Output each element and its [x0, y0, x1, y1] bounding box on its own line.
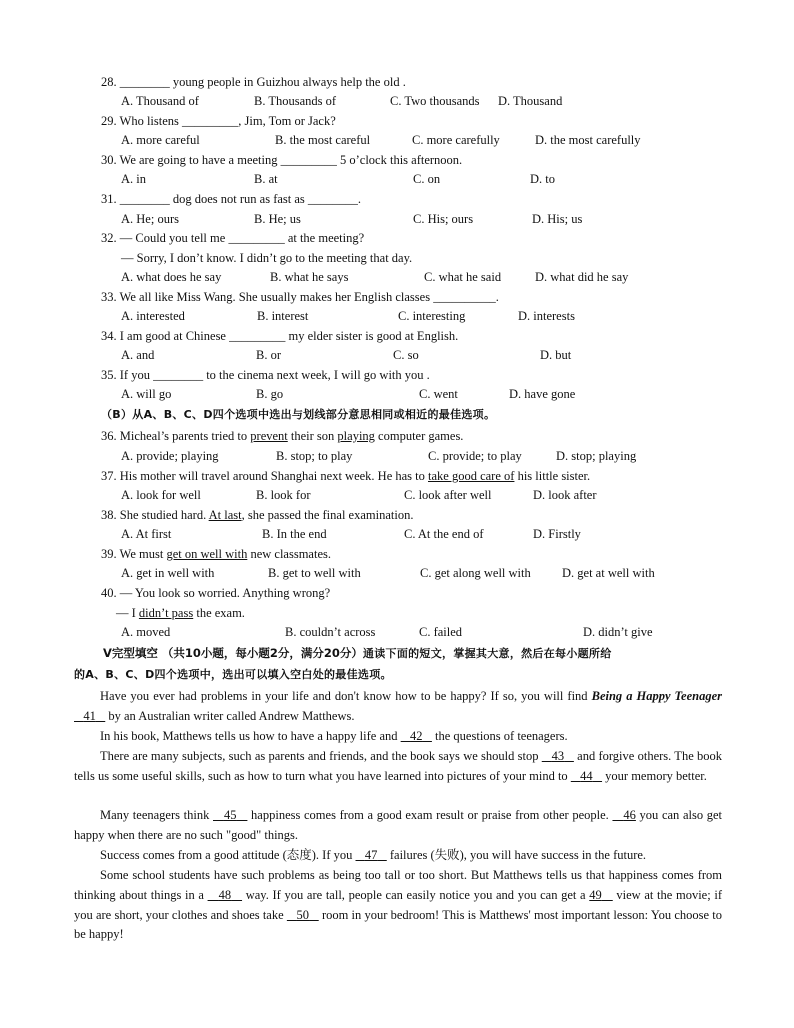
- blank-49[interactable]: 49: [589, 887, 602, 902]
- option-c[interactable]: C. At the end of: [404, 527, 484, 541]
- question-39: 39. We must get on well with new classmates.: [101, 547, 331, 561]
- option-c[interactable]: C. went: [419, 387, 458, 401]
- option-b[interactable]: B. stop; to play: [276, 449, 353, 463]
- passage-paragraph-6: Some school students have such problems as being too tall or too short. But Matthews tells us that happiness comes from thinking about things in a 48 way. If you are tall, people can easily notice you and you can get a 49 view at the movie; if you are short, your clothes and shoes take 50 room in your bedroom! This is Matthews' most important lesson: You choose to be happy!: [74, 868, 722, 942]
- question-33: 33. We all like Miss Wang. She usually makes her English classes __________.: [101, 290, 499, 304]
- option-d[interactable]: D. look after: [533, 488, 597, 502]
- option-a[interactable]: A. moved: [121, 625, 171, 639]
- blank-48[interactable]: 48: [218, 887, 232, 902]
- option-d[interactable]: D. didn’t give: [583, 625, 653, 639]
- option-d[interactable]: D. His; us: [532, 212, 583, 226]
- option-a[interactable]: A. what does he say: [121, 270, 222, 284]
- passage-paragraph-5: Success comes from a good attitude (态度). If you 47 failures (失败), you will have success in the future.: [100, 848, 647, 862]
- option-b[interactable]: B. interest: [257, 309, 309, 323]
- passage-paragraph-1: Have you ever had problems in your life and don't know how to be happy? If so, you will find Being a Happy Teenager 41 by an Australian writer called Andrew Matthews.: [74, 687, 722, 727]
- blank-41[interactable]: 41: [83, 708, 96, 723]
- option-d[interactable]: D. interests: [518, 309, 575, 323]
- option-b[interactable]: B. the most careful: [275, 133, 371, 147]
- option-d[interactable]: D. get at well with: [562, 566, 655, 580]
- blank-43[interactable]: 43: [551, 749, 565, 763]
- option-d[interactable]: D. Firstly: [533, 527, 581, 541]
- question-31: 31. ________ dog does not run as fast as ________.: [101, 192, 362, 206]
- question-30: 30. We are going to have a meeting _________ 5 o’clock this afternoon.: [101, 153, 463, 167]
- question-36: 36. Micheal’s parents tried to prevent their son playing computer games.: [101, 429, 464, 443]
- option-b[interactable]: B. He; us: [254, 212, 301, 226]
- option-d[interactable]: D. what did he say: [535, 270, 629, 284]
- option-b[interactable]: B. or: [256, 348, 281, 362]
- question-35: 35. If you ________ to the cinema next week, I will go with you .: [101, 368, 430, 382]
- option-b[interactable]: B. look for: [256, 488, 311, 502]
- question-37: 37. His mother will travel around Shanghai next week. He has to take good care of his little sister.: [101, 469, 591, 483]
- option-c[interactable]: C. provide; to play: [428, 449, 522, 463]
- reply-32: — Sorry, I don’t know. I didn’t go to the meeting that day.: [121, 251, 413, 265]
- passage-paragraph-3: There are many subjects, such as parents and friends, and the book says we should stop 43 and forgive others. The book tells us some useful skills, such as how to turn what you have learned into pictures of your mind to 44 your memory better.: [74, 749, 723, 783]
- passage-paragraph-2: In his book, Matthews tells us how to have a happy life and 42 the questions of teenagers.: [100, 729, 568, 743]
- option-c[interactable]: C. more carefully: [412, 133, 500, 147]
- question-34: 34. I am good at Chinese _________ my elder sister is good at English.: [101, 329, 459, 343]
- question-32: 32. — Could you tell me _________ at the meeting?: [101, 231, 365, 245]
- option-d[interactable]: D. but: [540, 348, 572, 362]
- blank-50[interactable]: 50: [296, 907, 310, 922]
- blank-44[interactable]: 44: [580, 768, 593, 783]
- option-a[interactable]: A. He; ours: [121, 212, 179, 226]
- option-b[interactable]: B. Thousands of: [254, 94, 337, 108]
- question-29: 29. Who listens _________, Jim, Tom or Jack?: [101, 114, 336, 128]
- question-28: 28. ________ young people in Guizhou always help the old .: [101, 75, 406, 89]
- option-b[interactable]: B. couldn’t across: [285, 625, 376, 639]
- option-c[interactable]: C. interesting: [398, 309, 466, 323]
- question-38: 38. She studied hard. At last, she passed the final examination.: [101, 508, 414, 522]
- section-v-instruction-cont: 的A、B、C、D四个选项中，选出可以填入空白处的最佳选项。: [74, 668, 392, 681]
- blank-47[interactable]: 47: [364, 848, 378, 862]
- question-40: 40. — You look so worried. Anything wrong?: [101, 586, 331, 600]
- section-v-title: Ⅴ完型填空 （共10小题，每小题2分，满分20分）: [103, 646, 363, 660]
- option-a[interactable]: A. get in well with: [121, 566, 215, 580]
- option-a[interactable]: A. At first: [121, 527, 172, 541]
- option-d[interactable]: D. to: [530, 172, 555, 186]
- option-b[interactable]: B. go: [256, 387, 284, 401]
- option-a[interactable]: A. and: [121, 348, 155, 362]
- option-c[interactable]: C. failed: [419, 625, 463, 639]
- option-a[interactable]: A. more careful: [121, 133, 200, 147]
- option-a[interactable]: A. provide; playing: [121, 449, 219, 463]
- option-c[interactable]: C. His; ours: [413, 212, 474, 226]
- option-a[interactable]: A. interested: [121, 309, 185, 323]
- option-c[interactable]: C. Two thousands: [390, 94, 480, 108]
- option-c[interactable]: C. what he said: [424, 270, 502, 284]
- option-a[interactable]: A. will go: [121, 387, 172, 401]
- section-v-heading: [103, 645, 612, 662]
- option-c[interactable]: C. get along well with: [420, 566, 531, 580]
- blank-45[interactable]: 45: [223, 808, 237, 822]
- option-d[interactable]: D. the most carefully: [535, 133, 641, 147]
- option-c[interactable]: C. look after well: [404, 488, 492, 502]
- option-b[interactable]: B. get to well with: [268, 566, 361, 580]
- option-d[interactable]: D. have gone: [509, 387, 576, 401]
- blank-46[interactable]: 46: [623, 808, 636, 822]
- section-b-heading: （B）从A、B、C、D四个选项中选出与划线部分意思相同或相近的最佳选项。: [101, 408, 496, 421]
- section-v-instruction: 通读下面的短文，掌握其大意，然后在每小题所给: [362, 647, 612, 660]
- option-c[interactable]: C. on: [413, 172, 441, 186]
- book-title: Being a Happy Teenager: [591, 689, 723, 703]
- option-d[interactable]: D. stop; playing: [556, 449, 637, 463]
- option-a[interactable]: A. in: [121, 172, 146, 186]
- option-b[interactable]: B. In the end: [262, 527, 327, 541]
- option-b[interactable]: B. at: [254, 172, 278, 186]
- blank-42[interactable]: 42: [410, 729, 423, 743]
- option-b[interactable]: B. what he says: [270, 270, 349, 284]
- option-a[interactable]: A. look for well: [121, 488, 201, 502]
- option-a[interactable]: A. Thousand of: [121, 94, 199, 108]
- passage-paragraph-4: Many teenagers think 45 happiness comes from a good exam result or praise from other people. 46 you can also get happy when there are no such "good" things.: [74, 808, 723, 842]
- option-c[interactable]: C. so: [393, 348, 419, 362]
- reply-40: — I didn’t pass the exam.: [116, 606, 245, 620]
- option-d[interactable]: D. Thousand: [498, 94, 563, 108]
